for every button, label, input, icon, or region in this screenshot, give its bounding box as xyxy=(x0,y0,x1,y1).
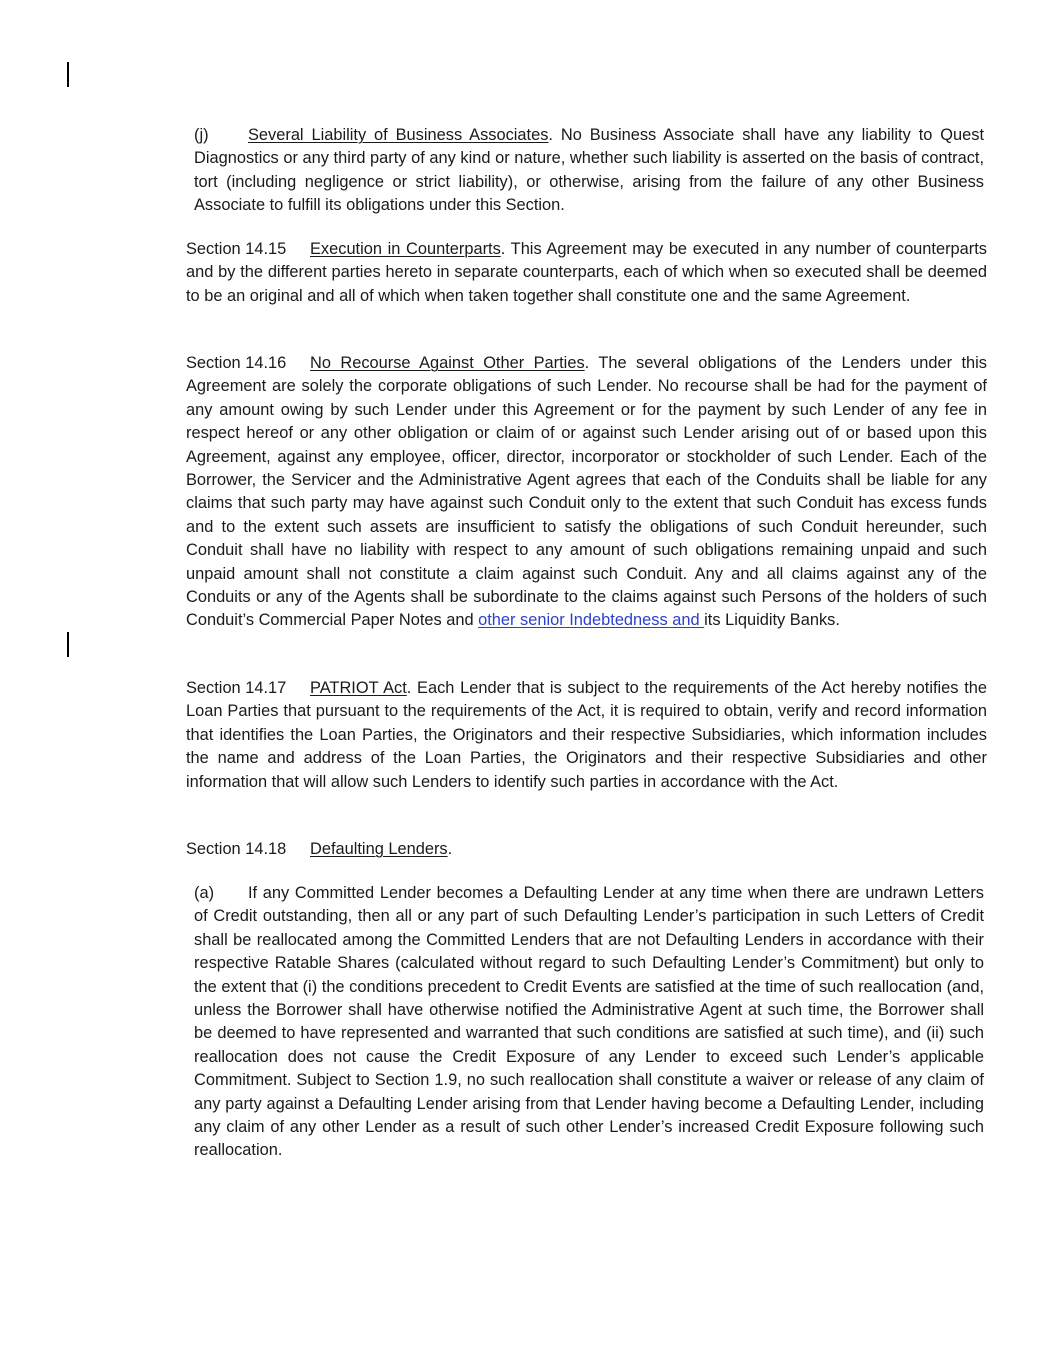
section-number: Section 14.16 xyxy=(186,354,287,372)
paragraph-number: (j) xyxy=(194,126,209,144)
section-14-18 xyxy=(124,838,987,861)
section-heading-period: . xyxy=(447,840,453,858)
paragraph-j xyxy=(132,124,984,218)
section-14-16 xyxy=(124,352,987,633)
section-body: . Each Lender that is subject to the requirements of the Act hereby notifies the Loan Parties that pursuant to the requirements of the Act, it is required to obtain, verify and record information that identifies the Loan Parties, the Originators and their respective Subsidiaries, which information includes the name and address of the Loan Parties, the Originators and their respective Subsidiaries and other information that will allow such Lenders to identify such parties in accordance with the Act. xyxy=(186,679,987,791)
revision-change-bar-top xyxy=(67,62,69,87)
paragraph-a xyxy=(132,882,984,1163)
section-heading: PATRIOT Act xyxy=(310,679,407,697)
section-body: . The several obligations of the Lenders under this Agreement are solely the corporate obligations of such Lender. No recourse shall be had for the payment of any amount owing by such Lender under this Agreement or for the payment by such Lender of any fee in respect hereof or any other obligation or claim of or against such Lender arising out of or based upon this Agreement, against any employee, officer, director, incorporator or stockholder of such Lender. Each of the Borrower, the Servicer and the Administrative Agent agrees that each of the Conduits shall be liable for any claims that such party may have against such Conduit only to the extent that such Conduit has excess funds and to the extent such assets are insufficient to satisfy the obligations of such Conduit hereunder, such Conduit shall have no liability with respect to any amount of such obligations remaining unpaid and such unpaid amount shall not constitute a claim against such Conduit. Any and all claims against any of the Conduits or any of the Agents shall be subordinate to the claims against such Persons of the holders of such Conduit’s Commercial Paper Notes and xyxy=(186,354,987,630)
section-number: Section 14.17 xyxy=(186,679,287,697)
section-body: . This Agreement may be executed in any number of counterparts and by the different parties hereto in separate counterparts, each of which when so executed shall be deemed to be an original and all of which when taken together shall constitute one and the same Agreement. xyxy=(186,240,987,305)
section-number: Section 14.18 xyxy=(186,840,287,858)
paragraph-body: If any Committed Lender becomes a Defaulting Lender at any time when there are undrawn Letters of Credit outstanding, then all or any part of such Defaulting Lender’s participation in such Letters of Credit shall be reallocated among the Committed Lenders that are not Defaulting Lenders in accordance with their respective Ratable Shares (calculated without regard to such Defaulting Lender’s Commitment) but only to the extent that (i) the conditions precedent to Credit Events are satisfied at the time of such reallocation (and, unless the Borrower shall have otherwise notified the Administrative Agent at such time, the Borrower shall be deemed to have represented and warranted that such conditions are satisfied at such time), and (ii) such reallocation does not cause the Credit Exposure of any Lender to exceed such Lender’s applicable Commitment. Subject to Section 1.9, no such reallocation shall constitute a waiver or release of any claim of any party against a Defaulting Lender arising from that Lender having become a Defaulting Lender, including any claim of any other Lender as a result of such other Lender’s increased Credit Exposure following such reallocation. xyxy=(194,884,984,1160)
inserted-text-link[interactable]: other senior Indebtedness and xyxy=(478,611,705,630)
section-number: Section 14.15 xyxy=(186,240,287,258)
section-heading: No Recourse Against Other Parties xyxy=(310,354,585,372)
section-14-15 xyxy=(124,238,987,308)
paragraph-body: . No Business Associate shall have any liability to Quest Diagnostics or any third party of any kind or nature, whether such liability is asserted on the basis of contract, tort (including negligence or strict liability), or otherwise, arising from the failure of any other Business Associate to fulfill its obligations under this Section. xyxy=(194,126,985,215)
section-heading: Defaulting Lenders xyxy=(310,840,448,858)
section-14-17 xyxy=(124,677,987,794)
paragraph-heading: Several Liability of Business Associates xyxy=(248,126,549,144)
section-heading: Execution in Counterparts xyxy=(310,240,501,258)
revision-change-bar-section-14-16 xyxy=(67,632,69,657)
paragraph-number: (a) xyxy=(194,884,215,902)
section-body-tail: its Liquidity Banks. xyxy=(704,611,840,630)
